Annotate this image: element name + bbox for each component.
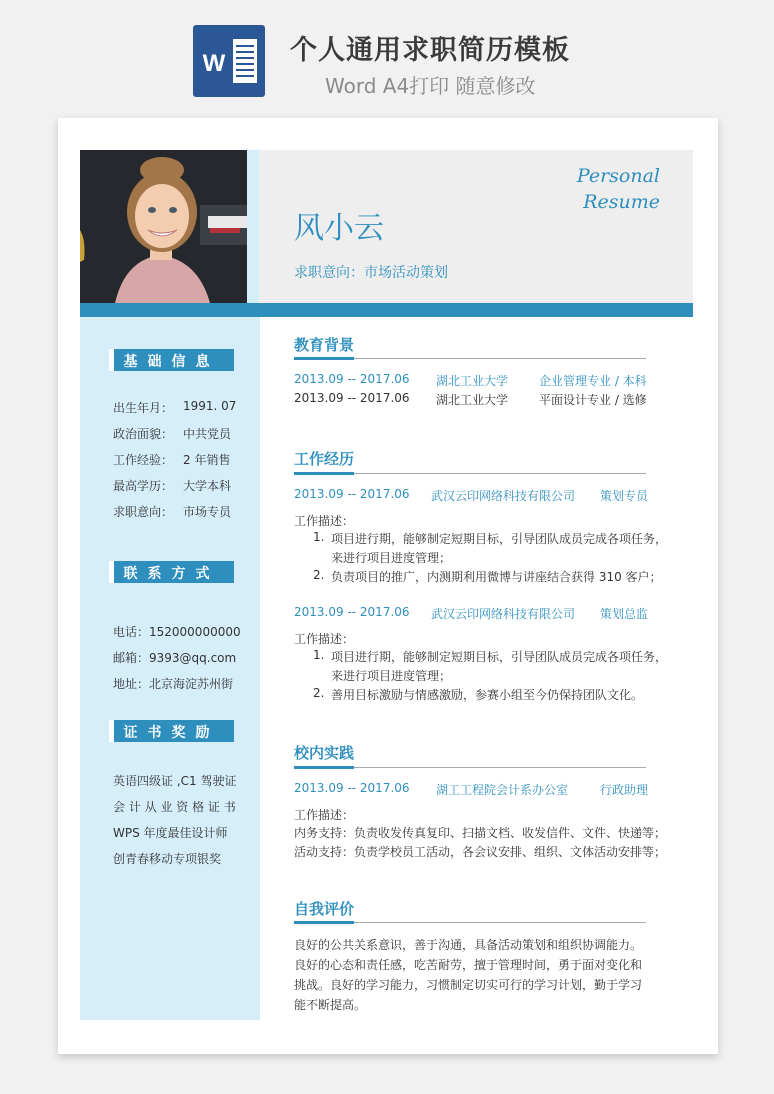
contact-heading: [109, 561, 234, 583]
job-desc-label: 工作描述：: [294, 514, 355, 528]
cert-item: 英语四级证 ,C1 驾驶证: [113, 774, 237, 788]
self-eval-text: 良好的公共关系意识，善于沟通，具备活动策划和组织协调能力。良好的心态和责任感，吃苦耐劳，擅于管理时间，勇于面对变化和挑战。良好的学习能力，习惯制定切实可行的学习计划，勤于学习能不断提高。: [294, 938, 643, 1012]
basic-label: 政治面貌：: [113, 427, 174, 441]
contact-email: 邮箱：9393@qq.com: [113, 651, 237, 665]
campus-desc-label: 工作描述：: [294, 808, 355, 822]
photo-edge-strip: [247, 150, 259, 303]
self-eval-title: 自我评价: [294, 900, 355, 918]
basic-value: 市场专员: [183, 505, 232, 519]
job-role: 策划专员: [600, 489, 649, 503]
edu-school: 湖北工业大学: [436, 374, 509, 388]
job-desc-label: 工作描述：: [294, 632, 355, 646]
list-item: 来进行项目进度管理；: [331, 551, 452, 565]
basic-label: 出生年月：: [113, 401, 174, 415]
list-item: 负责项目的推广，内测期利用微博与讲座结合获得 310 客户；: [331, 570, 662, 584]
list-item: 项目进行期，能够制定短期目标，引导团队成员完成各项任务，: [331, 532, 668, 546]
edu-major: 企业管理专业 / 本科: [539, 374, 647, 388]
cert-item: 会 计 从 业 资 格 证 书: [113, 800, 236, 814]
work-title: 工作经历: [294, 450, 355, 468]
basic-value: 中共党员: [183, 427, 232, 441]
job-date: 2013.09 -- 2017.06: [294, 487, 410, 501]
basic-info-title: 基础信息: [123, 354, 220, 370]
basic-value: 1991. 07: [183, 399, 237, 413]
sidebar: [80, 317, 260, 1020]
campus-title: 校内实践: [294, 744, 355, 762]
section-accent: [294, 921, 354, 924]
personal-resume-label: [560, 163, 660, 215]
section-accent: [294, 357, 354, 360]
list-number: 1.: [313, 530, 325, 544]
job-company: 武汉云印网络科技有限公司: [431, 489, 576, 503]
cert-item: 创青春移动专项银奖: [113, 852, 222, 866]
contact-address: 地址：北京海淀苏州街: [113, 677, 234, 691]
basic-value: 大学本科: [183, 479, 232, 493]
certs-title: 证书奖励: [123, 725, 220, 741]
list-number: 2.: [313, 568, 325, 582]
word-logo-icon: [193, 25, 265, 97]
edu-date: 2013.09 -- 2017.06: [294, 372, 410, 386]
personal-label-line1: Personal: [576, 165, 660, 187]
campus-org: 湖工工程院会计系办公室: [436, 783, 569, 797]
list-item: 善用目标激励与情感激励，参赛小组至今仍保持团队文化。: [331, 688, 644, 702]
basic-info-heading: [109, 349, 234, 371]
word-logo-letter: W: [202, 50, 226, 77]
basic-label: 求职意向：: [113, 505, 174, 519]
edu-school: 湖北工业大学: [436, 393, 509, 407]
personal-label-line2: Resume: [583, 191, 660, 213]
section-accent: [294, 766, 354, 769]
education-title: 教育背景: [294, 336, 355, 354]
profile-photo: [80, 150, 247, 303]
edu-major: 平面设计专业 / 选修: [539, 393, 647, 407]
page-title: 个人通用求职简历模板: [290, 35, 570, 66]
job-date: 2013.09 -- 2017.06: [294, 605, 410, 619]
job-company: 武汉云印网络科技有限公司: [431, 607, 576, 621]
candidate-name: 风小云: [294, 211, 384, 246]
list-item: 来进行项目进度管理；: [331, 669, 452, 683]
job-role: 策划总监: [600, 607, 649, 621]
contact-phone: 电话：152000000000: [113, 625, 241, 639]
list-number: 2.: [313, 686, 325, 700]
list-number: 1.: [313, 648, 325, 662]
campus-desc-line: 内务支持：负责收发传真复印、扫描文档、收发信件、文件、快递等；: [294, 826, 667, 840]
campus-date: 2013.09 -- 2017.06: [294, 781, 410, 795]
basic-label: 最高学历：: [113, 479, 174, 493]
basic-label: 工作经验：: [113, 453, 174, 467]
cert-item: WPS 年度最佳设计师: [113, 826, 228, 840]
page-subtitle: Word A4打印 随意修改: [325, 74, 536, 98]
list-item: 项目进行期，能够制定短期目标，引导团队成员完成各项任务，: [331, 650, 668, 664]
certs-heading: [109, 720, 234, 742]
section-accent: [294, 472, 354, 475]
basic-value: 2 年销售: [183, 453, 231, 467]
campus-role: 行政助理: [600, 783, 649, 797]
job-intent: 求职意向：市场活动策划: [294, 265, 448, 281]
contact-title: 联系方式: [123, 566, 220, 582]
header-divider-bar: [80, 303, 693, 317]
edu-date: 2013.09 -- 2017.06: [294, 391, 410, 405]
campus-desc-line: 活动支持：负责学校员工活动，各会议安排、组织、文体活动安排等；: [294, 845, 667, 859]
